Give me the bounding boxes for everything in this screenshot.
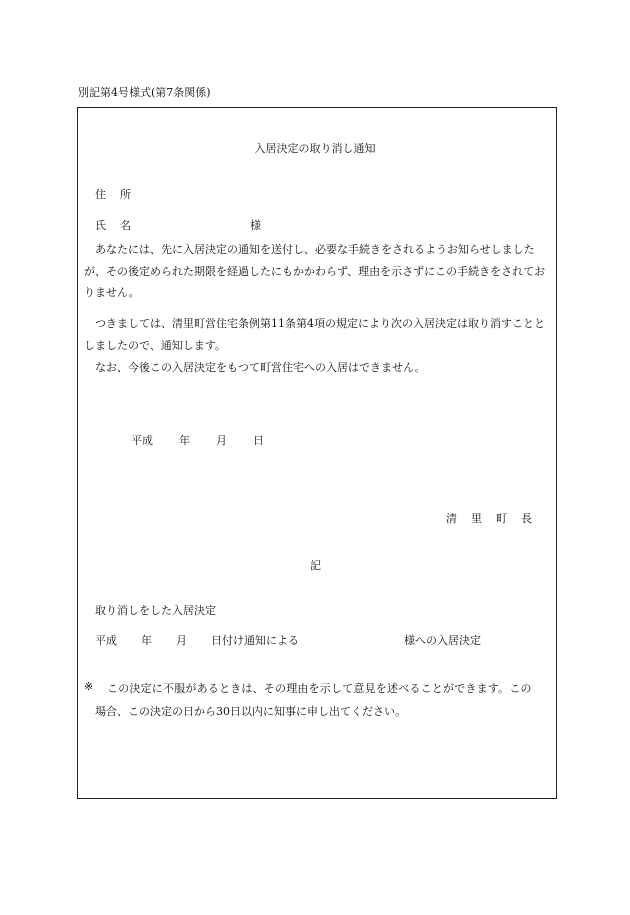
note-mark: ※ — [84, 680, 94, 693]
address-label-char-1: 住 — [95, 188, 106, 201]
body-text-3: なお、今後この入居決定をもつて町営住宅への入居はできません。 — [95, 361, 426, 374]
date-day: 日 — [253, 434, 264, 447]
signatory-char-2: 里 — [471, 512, 482, 525]
body-paragraph-1 — [84, 239, 554, 304]
body-paragraph-2 — [84, 313, 554, 356]
notice-title: 入居決定の取り消し通知 — [254, 142, 376, 155]
cancelled-year: 年 — [141, 634, 152, 647]
cancelled-month: 月 — [176, 634, 187, 647]
cancelled-decision-line — [95, 632, 299, 648]
name-label — [95, 217, 131, 233]
date-year: 年 — [179, 434, 190, 447]
address-label — [95, 186, 131, 202]
date-line — [131, 432, 264, 448]
signatory-char-1: 清 — [446, 512, 457, 525]
date-era: 平成 — [131, 434, 153, 447]
date-month: 月 — [216, 434, 227, 447]
cancelled-day-notice: 日付け通知による — [211, 634, 299, 647]
address-label-char-2: 所 — [120, 188, 131, 201]
form-number-label: 別記第4号様式(第7条関係) — [78, 86, 211, 99]
cancelled-decision-suffix: 様への入居決定 — [404, 634, 481, 647]
cancelled-era: 平成 — [95, 634, 117, 647]
name-honorific: 様 — [250, 219, 261, 232]
body-text-2: つきましては、清里町営住宅条例第11条第4項の規定により次の入居決定は取り消すこととしましたので、通知します。 — [84, 317, 545, 352]
note-line-2: 場合、この決定の日から30日以内に知事に申し出てください。 — [95, 705, 406, 718]
cancelled-decision-heading: 取り消しをした入居決定 — [95, 604, 216, 617]
signatory — [446, 510, 532, 526]
name-label-char-2: 名 — [120, 219, 131, 232]
note-line-1: この決定に不服があるときは、その理由を示して意見を述べることができます。この — [107, 682, 532, 695]
body-text-1: あなたには、先に入居決定の通知を送付し、必要な手続きをされるようお知らせしましたが、その後定められた期限を経過したにもかかわらず、理由を示さずにこの手続きをされておりません。 — [84, 243, 546, 299]
name-label-char-1: 氏 — [95, 219, 106, 232]
ki-heading: 記 — [310, 559, 321, 572]
signatory-char-4: 長 — [521, 512, 532, 525]
body-paragraph-3 — [84, 357, 554, 379]
signatory-char-3: 町 — [496, 512, 507, 525]
